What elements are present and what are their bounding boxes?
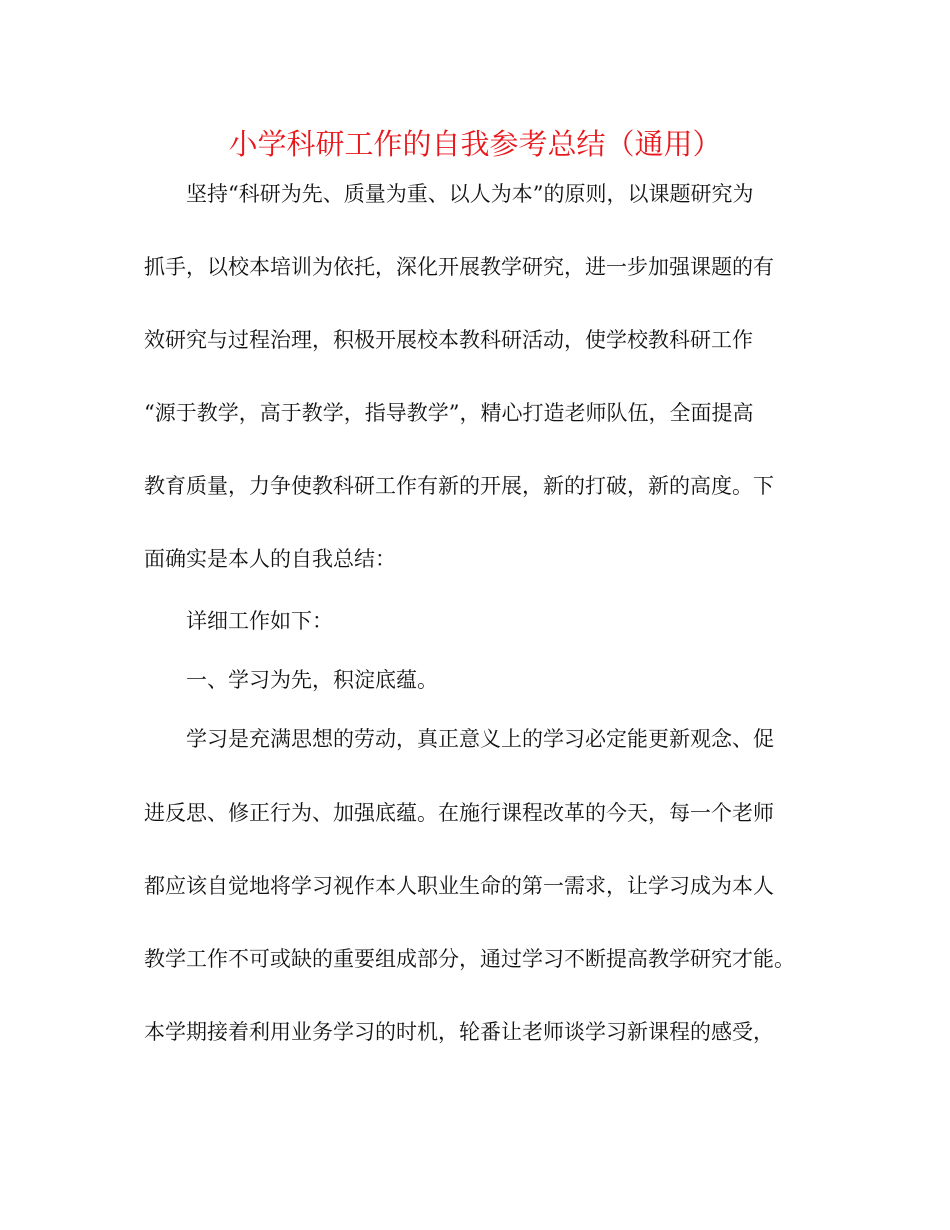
text-line: 学习是充满思想的劳动，真正意义上的学习必定能更新观念、促 <box>186 727 774 751</box>
text-line: 面确实是本人的自我总结： <box>144 547 396 571</box>
text-line: 进反思、修正行为、加强底蕴。在施行课程改革的今天，每一个老师 <box>144 801 774 825</box>
section-heading: 一、学习为先，积淀底蕴。 <box>186 668 438 692</box>
text-line: 抓手，以校本培训为依托，深化开展教学研究，进一步加强课题的有 <box>144 255 774 279</box>
text-line: 坚持“科研为先、质量为重、以人为本”的原则，以课题研究为 <box>186 182 754 206</box>
text-line: 详细工作如下： <box>186 609 333 633</box>
text-line: 本学期接着利用业务学习的时机，轮番让老师谈学习新课程的感受， <box>144 1020 774 1044</box>
text-line: 都应该自觉地将学习视作本人职业生命的第一需求，让学习成为本人 <box>144 874 774 898</box>
document-title: 小学科研工作的自我参考总结（通用） <box>228 127 722 161</box>
text-line: 教学工作不可或缺的重要组成部分，通过学习不断提高教学研究才能。 <box>144 947 795 971</box>
text-line: “源于教学，高于教学，指导教学”，精心打造老师队伍，全面提高 <box>144 401 754 425</box>
text-line: 教育质量，力争使教科研工作有新的开展，新的打破，新的高度。下 <box>144 474 774 498</box>
text-line: 效研究与过程治理，积极开展校本教科研活动，使学校教科研工作 <box>144 328 753 352</box>
